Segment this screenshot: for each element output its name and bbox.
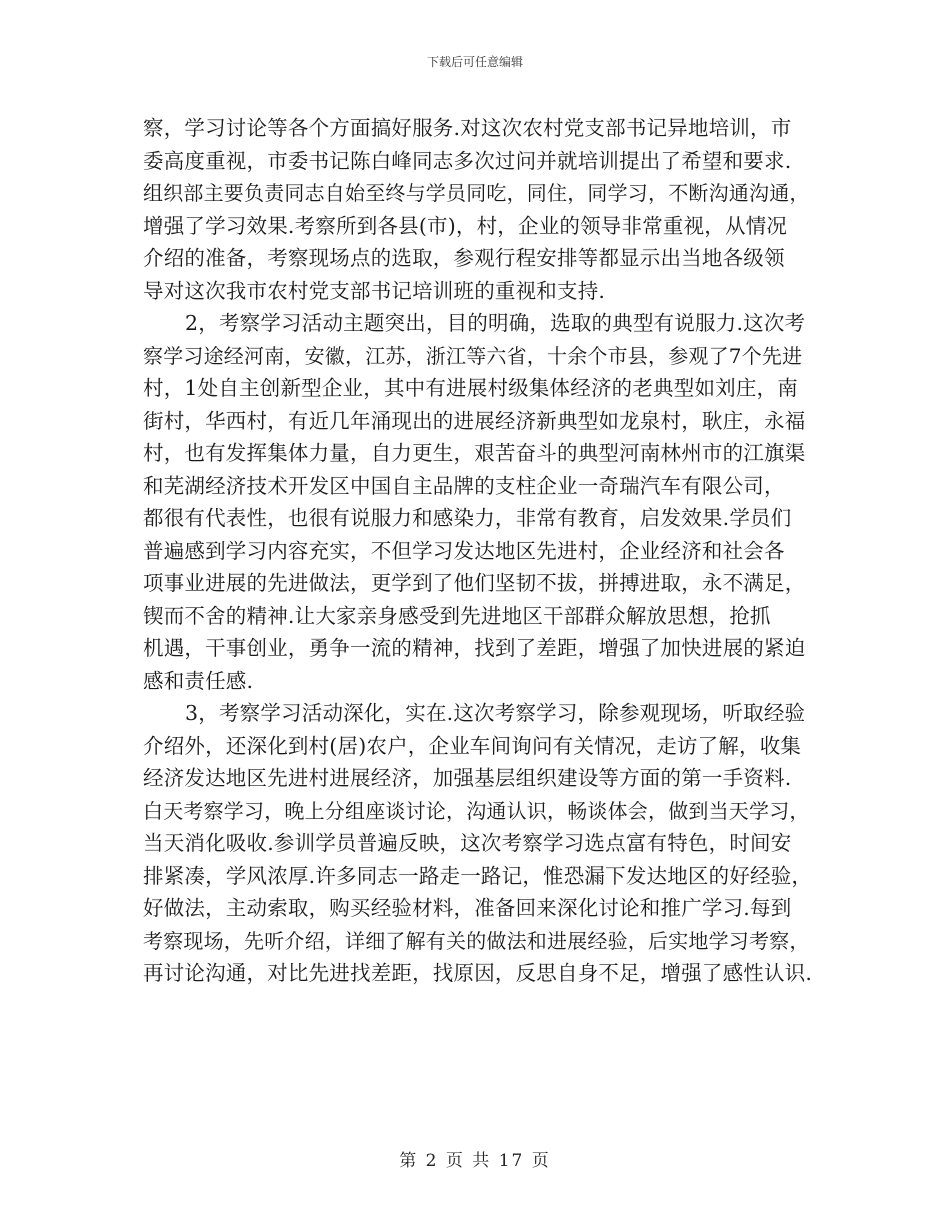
text-line: 项事业进展的先进做法，更学到了他们坚韧不拔，拼搏进取，永不满足， bbox=[143, 571, 806, 595]
text-line: 考察现场，先听介绍，详细了解有关的做法和进展经验，后实地学习考察， bbox=[143, 928, 810, 953]
text-line: 感和责任感. bbox=[143, 668, 254, 693]
text-line: 都很有代表性，也很有说服力和感染力，非常有教育，启发效果.学员们 bbox=[143, 506, 792, 530]
text-line: 组织部主要负责同志自始至终与学员同吃，同住，同学习，不断沟通沟通， bbox=[143, 181, 810, 205]
text-line: 察学习途经河南，安徽，江苏，浙江等六省，十余个市县，参观了7个先进 bbox=[143, 343, 803, 368]
text-line: 好做法，主动索取，购买经验材料，准备回来深化讨论和推广学习.每到 bbox=[143, 896, 792, 920]
text-line: 增强了学习效果.考察所到各县(市)，村，企业的领导非常重视，从情况 bbox=[143, 213, 788, 238]
paragraph-start-line: 2，考察学习活动主题突出，目的明确，选取的典型有说服力.这次考 bbox=[185, 311, 806, 335]
text-line: 再讨论沟通，对比先进找差距，找原因，反思自身不足，增强了感性认识. bbox=[143, 961, 813, 985]
text-line: 介绍的准备，考察现场点的选取，参观行程安排等都显示出当地各级领 bbox=[143, 246, 785, 270]
text-line: 村，也有发挥集体力量，自力更生，艰苦奋斗的典型河南林州市的江旗渠 bbox=[143, 441, 806, 465]
text-line: 当天消化吸收.参训学员普遍反映，这次考察学习选点富有特色，时间安 bbox=[143, 831, 792, 855]
document-body bbox=[143, 112, 815, 990]
text-line: 和芜湖经济技术开发区中国自主品牌的支柱企业一奇瑞汽车有限公司， bbox=[143, 473, 785, 498]
text-line: 锲而不舍的精神.让大家亲身感受到先进地区干部群众解放思想，抢抓 bbox=[143, 603, 771, 628]
text-line: 经济发达地区先进村进展经济，加强基层组织建设等方面的第一手资料. bbox=[143, 766, 792, 790]
text-line: 普遍感到学习内容充实，不但学习发达地区先进村，企业经济和社会各 bbox=[143, 538, 785, 563]
paragraph-start-line: 3，考察学习活动深化，实在.这次考察学习，除参观现场，听取经验 bbox=[185, 701, 806, 725]
text-line: 委高度重视，市委书记陈白峰同志多次过问并就培训提出了希望和要求. bbox=[143, 148, 792, 173]
text-line: 察，学习讨论等各个方面搞好服务.对这次农村党支部书记异地培训，市 bbox=[143, 116, 792, 140]
text-line: 导对这次我市农村党支部书记培训班的重视和支持. bbox=[143, 278, 606, 303]
text-line: 排紧凑，学风浓厚.许多同志一路走一路记，惟恐漏下发达地区的好经验， bbox=[143, 863, 813, 888]
text-line: 介绍外，还深化到村(居)农户，企业车间询问有关情况，走访了解，收集 bbox=[143, 733, 802, 758]
text-line: 白天考察学习，晚上分组座谈讨论，沟通认识，畅谈体会，做到当天学习， bbox=[143, 798, 810, 823]
page-number-footer: 第 2 页 共 17 页 bbox=[399, 1151, 551, 1171]
page-header-note: 下载后可任意编辑 bbox=[426, 55, 523, 69]
text-line: 街村，华西村，有近几年涌现出的进展经济新典型如龙泉村，耿庄，永福 bbox=[143, 408, 806, 433]
text-line: 村，1处自主创新型企业，其中有进展村级集体经济的老典型如刘庄，南 bbox=[143, 376, 798, 400]
text-line: 机遇，干事创业，勇争一流的精神，找到了差距，增强了加快进展的紧迫 bbox=[143, 636, 806, 660]
